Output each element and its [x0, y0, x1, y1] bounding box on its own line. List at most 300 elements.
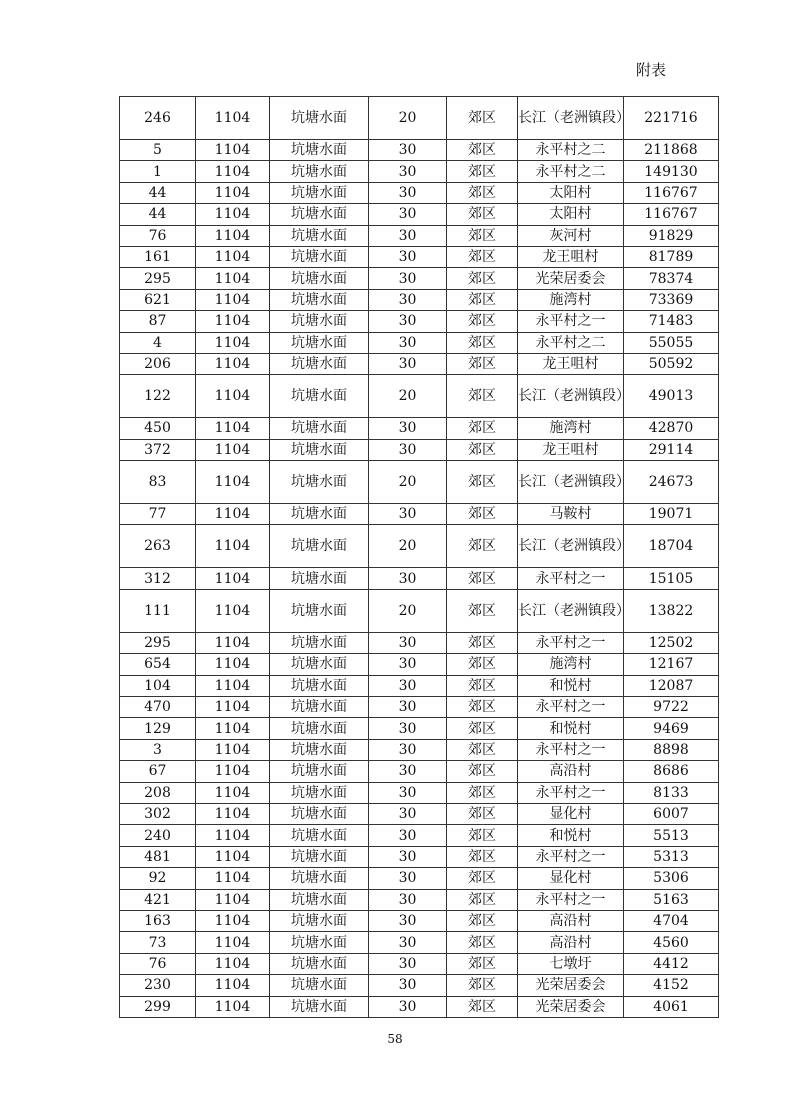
area-cell: 116767 — [624, 182, 719, 203]
id-cell: 295 — [120, 632, 196, 653]
district-cell: 郊区 — [447, 825, 518, 846]
table-row — [120, 803, 719, 824]
district-cell: 郊区 — [447, 761, 518, 782]
id-cell: 450 — [120, 418, 196, 439]
location-cell: 和悦村 — [518, 825, 624, 846]
land-type-cell: 坑塘水面 — [270, 868, 369, 889]
location-cell: 龙王咀村 — [518, 246, 624, 267]
code-cell: 1104 — [196, 182, 270, 203]
district-cell: 郊区 — [447, 504, 518, 525]
area-cell: 4061 — [624, 996, 719, 1017]
value-cell: 30 — [369, 718, 447, 739]
table-row — [120, 589, 719, 632]
table-body — [120, 97, 719, 1018]
value-cell: 20 — [369, 97, 447, 140]
location-cell: 永平村之二 — [518, 161, 624, 182]
code-cell: 1104 — [196, 697, 270, 718]
id-cell: 246 — [120, 97, 196, 140]
district-cell: 郊区 — [447, 932, 518, 953]
table-row — [120, 975, 719, 996]
area-cell: 9469 — [624, 718, 719, 739]
location-cell: 马鞍村 — [518, 504, 624, 525]
land-type-cell: 坑塘水面 — [270, 803, 369, 824]
land-type-cell: 坑塘水面 — [270, 182, 369, 203]
district-cell: 郊区 — [447, 140, 518, 161]
table-row — [120, 418, 719, 439]
code-cell: 1104 — [196, 246, 270, 267]
code-cell: 1104 — [196, 996, 270, 1017]
code-cell: 1104 — [196, 739, 270, 760]
value-cell: 30 — [369, 932, 447, 953]
code-cell: 1104 — [196, 461, 270, 504]
table-row — [120, 182, 719, 203]
code-cell: 1104 — [196, 718, 270, 739]
table-row — [120, 889, 719, 910]
code-cell: 1104 — [196, 140, 270, 161]
district-cell: 郊区 — [447, 739, 518, 760]
table-row — [120, 461, 719, 504]
code-cell: 1104 — [196, 846, 270, 867]
id-cell: 312 — [120, 568, 196, 589]
district-cell: 郊区 — [447, 632, 518, 653]
table-row — [120, 953, 719, 974]
code-cell: 1104 — [196, 311, 270, 332]
code-cell: 1104 — [196, 953, 270, 974]
land-type-cell: 坑塘水面 — [270, 504, 369, 525]
id-cell: 5 — [120, 140, 196, 161]
value-cell: 30 — [369, 225, 447, 246]
code-cell: 1104 — [196, 825, 270, 846]
table-row — [120, 996, 719, 1017]
location-cell: 和悦村 — [518, 675, 624, 696]
id-cell: 44 — [120, 182, 196, 203]
district-cell: 郊区 — [447, 182, 518, 203]
data-table — [119, 96, 719, 1018]
location-cell: 太阳村 — [518, 182, 624, 203]
id-cell: 163 — [120, 910, 196, 931]
location-cell: 永平村之一 — [518, 739, 624, 760]
area-cell: 8686 — [624, 761, 719, 782]
area-cell: 4560 — [624, 932, 719, 953]
area-cell: 81789 — [624, 246, 719, 267]
district-cell: 郊区 — [447, 975, 518, 996]
location-cell: 显化村 — [518, 868, 624, 889]
land-type-cell: 坑塘水面 — [270, 589, 369, 632]
table-row — [120, 739, 719, 760]
id-cell: 104 — [120, 675, 196, 696]
id-cell: 44 — [120, 204, 196, 225]
value-cell: 30 — [369, 332, 447, 353]
location-cell: 光荣居委会 — [518, 268, 624, 289]
id-cell: 111 — [120, 589, 196, 632]
area-cell: 18704 — [624, 525, 719, 568]
code-cell: 1104 — [196, 932, 270, 953]
land-type-cell: 坑塘水面 — [270, 246, 369, 267]
id-cell: 240 — [120, 825, 196, 846]
land-type-cell: 坑塘水面 — [270, 761, 369, 782]
district-cell: 郊区 — [447, 439, 518, 460]
code-cell: 1104 — [196, 589, 270, 632]
table-row — [120, 525, 719, 568]
land-type-cell: 坑塘水面 — [270, 161, 369, 182]
value-cell: 30 — [369, 910, 447, 931]
area-cell: 73369 — [624, 289, 719, 310]
location-cell: 灰河村 — [518, 225, 624, 246]
location-cell: 永平村之一 — [518, 846, 624, 867]
code-cell: 1104 — [196, 525, 270, 568]
value-cell: 30 — [369, 868, 447, 889]
land-type-cell: 坑塘水面 — [270, 718, 369, 739]
id-cell: 73 — [120, 932, 196, 953]
code-cell: 1104 — [196, 568, 270, 589]
table-row — [120, 932, 719, 953]
location-cell: 施湾村 — [518, 289, 624, 310]
code-cell: 1104 — [196, 654, 270, 675]
area-cell: 8898 — [624, 739, 719, 760]
code-cell: 1104 — [196, 889, 270, 910]
value-cell: 30 — [369, 161, 447, 182]
id-cell: 302 — [120, 803, 196, 824]
id-cell: 87 — [120, 311, 196, 332]
area-cell: 50592 — [624, 353, 719, 374]
land-type-cell: 坑塘水面 — [270, 996, 369, 1017]
id-cell: 76 — [120, 953, 196, 974]
area-cell: 4152 — [624, 975, 719, 996]
location-cell: 永平村之二 — [518, 140, 624, 161]
id-cell: 621 — [120, 289, 196, 310]
district-cell: 郊区 — [447, 953, 518, 974]
land-type-cell: 坑塘水面 — [270, 140, 369, 161]
area-cell: 12167 — [624, 654, 719, 675]
table-row — [120, 289, 719, 310]
location-cell: 和悦村 — [518, 718, 624, 739]
land-type-cell: 坑塘水面 — [270, 332, 369, 353]
id-cell: 295 — [120, 268, 196, 289]
land-type-cell: 坑塘水面 — [270, 525, 369, 568]
value-cell: 30 — [369, 140, 447, 161]
code-cell: 1104 — [196, 439, 270, 460]
id-cell: 161 — [120, 246, 196, 267]
land-type-cell: 坑塘水面 — [270, 225, 369, 246]
land-type-cell: 坑塘水面 — [270, 825, 369, 846]
land-type-cell: 坑塘水面 — [270, 289, 369, 310]
code-cell: 1104 — [196, 910, 270, 931]
table-row — [120, 632, 719, 653]
code-cell: 1104 — [196, 504, 270, 525]
location-cell: 龙王咀村 — [518, 353, 624, 374]
value-cell: 30 — [369, 953, 447, 974]
table-row — [120, 910, 719, 931]
table-row — [120, 825, 719, 846]
value-cell: 30 — [369, 182, 447, 203]
table-row — [120, 204, 719, 225]
district-cell: 郊区 — [447, 97, 518, 140]
id-cell: 208 — [120, 782, 196, 803]
area-cell: 71483 — [624, 311, 719, 332]
district-cell: 郊区 — [447, 846, 518, 867]
value-cell: 30 — [369, 204, 447, 225]
area-cell: 9722 — [624, 697, 719, 718]
table-row — [120, 161, 719, 182]
id-cell: 299 — [120, 996, 196, 1017]
area-cell: 29114 — [624, 439, 719, 460]
id-cell: 122 — [120, 375, 196, 418]
table-row — [120, 568, 719, 589]
id-cell: 77 — [120, 504, 196, 525]
value-cell: 20 — [369, 461, 447, 504]
area-cell: 24673 — [624, 461, 719, 504]
id-cell: 92 — [120, 868, 196, 889]
location-cell: 光荣居委会 — [518, 975, 624, 996]
value-cell: 20 — [369, 525, 447, 568]
district-cell: 郊区 — [447, 868, 518, 889]
area-cell: 5513 — [624, 825, 719, 846]
value-cell: 30 — [369, 697, 447, 718]
value-cell: 20 — [369, 375, 447, 418]
land-type-cell: 坑塘水面 — [270, 439, 369, 460]
area-cell: 149130 — [624, 161, 719, 182]
code-cell: 1104 — [196, 632, 270, 653]
land-type-cell: 坑塘水面 — [270, 846, 369, 867]
code-cell: 1104 — [196, 97, 270, 140]
district-cell: 郊区 — [447, 910, 518, 931]
district-cell: 郊区 — [447, 225, 518, 246]
land-type-cell: 坑塘水面 — [270, 739, 369, 760]
district-cell: 郊区 — [447, 353, 518, 374]
id-cell: 230 — [120, 975, 196, 996]
table-row — [120, 654, 719, 675]
area-cell: 19071 — [624, 504, 719, 525]
value-cell: 20 — [369, 589, 447, 632]
land-type-cell: 坑塘水面 — [270, 353, 369, 374]
code-cell: 1104 — [196, 375, 270, 418]
district-cell: 郊区 — [447, 889, 518, 910]
location-cell: 永平村之一 — [518, 311, 624, 332]
code-cell: 1104 — [196, 803, 270, 824]
land-type-cell: 坑塘水面 — [270, 418, 369, 439]
location-cell: 七墩圩 — [518, 953, 624, 974]
district-cell: 郊区 — [447, 311, 518, 332]
id-cell: 3 — [120, 739, 196, 760]
value-cell: 30 — [369, 311, 447, 332]
location-cell: 永平村之一 — [518, 889, 624, 910]
area-cell: 116767 — [624, 204, 719, 225]
table-row — [120, 761, 719, 782]
location-cell: 长江（老洲镇段） — [518, 375, 624, 418]
value-cell: 30 — [369, 504, 447, 525]
value-cell: 30 — [369, 246, 447, 267]
id-cell: 263 — [120, 525, 196, 568]
area-cell: 211868 — [624, 140, 719, 161]
id-cell: 129 — [120, 718, 196, 739]
area-cell: 91829 — [624, 225, 719, 246]
district-cell: 郊区 — [447, 568, 518, 589]
code-cell: 1104 — [196, 675, 270, 696]
location-cell: 永平村之二 — [518, 332, 624, 353]
district-cell: 郊区 — [447, 161, 518, 182]
district-cell: 郊区 — [447, 418, 518, 439]
table-row — [120, 140, 719, 161]
id-cell: 206 — [120, 353, 196, 374]
area-cell: 78374 — [624, 268, 719, 289]
location-cell: 施湾村 — [518, 418, 624, 439]
location-cell: 施湾村 — [518, 654, 624, 675]
district-cell: 郊区 — [447, 675, 518, 696]
value-cell: 30 — [369, 268, 447, 289]
land-type-cell: 坑塘水面 — [270, 889, 369, 910]
district-cell: 郊区 — [447, 718, 518, 739]
area-cell: 6007 — [624, 803, 719, 824]
table-row — [120, 782, 719, 803]
code-cell: 1104 — [196, 782, 270, 803]
land-type-cell: 坑塘水面 — [270, 975, 369, 996]
table-row — [120, 868, 719, 889]
land-type-cell: 坑塘水面 — [270, 461, 369, 504]
page-number: 58 — [387, 1032, 403, 1046]
district-cell: 郊区 — [447, 697, 518, 718]
location-cell: 太阳村 — [518, 204, 624, 225]
location-cell: 显化村 — [518, 803, 624, 824]
land-type-cell: 坑塘水面 — [270, 568, 369, 589]
code-cell: 1104 — [196, 418, 270, 439]
table-row — [120, 846, 719, 867]
area-cell: 4412 — [624, 953, 719, 974]
location-cell: 永平村之一 — [518, 568, 624, 589]
id-cell: 372 — [120, 439, 196, 460]
value-cell: 30 — [369, 761, 447, 782]
district-cell: 郊区 — [447, 803, 518, 824]
district-cell: 郊区 — [447, 654, 518, 675]
code-cell: 1104 — [196, 225, 270, 246]
land-type-cell: 坑塘水面 — [270, 782, 369, 803]
code-cell: 1104 — [196, 332, 270, 353]
land-type-cell: 坑塘水面 — [270, 632, 369, 653]
value-cell: 30 — [369, 889, 447, 910]
code-cell: 1104 — [196, 353, 270, 374]
table-row — [120, 675, 719, 696]
table-row — [120, 718, 719, 739]
value-cell: 30 — [369, 289, 447, 310]
land-type-cell: 坑塘水面 — [270, 97, 369, 140]
code-cell: 1104 — [196, 289, 270, 310]
code-cell: 1104 — [196, 868, 270, 889]
location-cell: 长江（老洲镇段） — [518, 525, 624, 568]
land-type-cell: 坑塘水面 — [270, 675, 369, 696]
area-cell: 15105 — [624, 568, 719, 589]
id-cell: 76 — [120, 225, 196, 246]
location-cell: 永平村之一 — [518, 632, 624, 653]
id-cell: 4 — [120, 332, 196, 353]
table-row — [120, 268, 719, 289]
value-cell: 30 — [369, 825, 447, 846]
value-cell: 30 — [369, 803, 447, 824]
area-cell: 13822 — [624, 589, 719, 632]
value-cell: 30 — [369, 996, 447, 1017]
value-cell: 30 — [369, 782, 447, 803]
value-cell: 30 — [369, 418, 447, 439]
location-cell: 龙王咀村 — [518, 439, 624, 460]
table-row — [120, 439, 719, 460]
area-cell: 4704 — [624, 910, 719, 931]
area-cell: 49013 — [624, 375, 719, 418]
land-type-cell: 坑塘水面 — [270, 268, 369, 289]
district-cell: 郊区 — [447, 246, 518, 267]
land-type-cell: 坑塘水面 — [270, 910, 369, 931]
code-cell: 1104 — [196, 204, 270, 225]
area-cell: 12502 — [624, 632, 719, 653]
value-cell: 30 — [369, 846, 447, 867]
district-cell: 郊区 — [447, 268, 518, 289]
area-cell: 55055 — [624, 332, 719, 353]
table-row — [120, 97, 719, 140]
district-cell: 郊区 — [447, 525, 518, 568]
district-cell: 郊区 — [447, 332, 518, 353]
area-cell: 12087 — [624, 675, 719, 696]
location-cell: 永平村之一 — [518, 697, 624, 718]
district-cell: 郊区 — [447, 782, 518, 803]
id-cell: 470 — [120, 697, 196, 718]
district-cell: 郊区 — [447, 589, 518, 632]
area-cell: 42870 — [624, 418, 719, 439]
land-type-cell: 坑塘水面 — [270, 932, 369, 953]
appendix-label: 附表 — [635, 61, 666, 79]
land-type-cell: 坑塘水面 — [270, 311, 369, 332]
district-cell: 郊区 — [447, 461, 518, 504]
table-row — [120, 246, 719, 267]
location-cell: 光荣居委会 — [518, 996, 624, 1017]
location-cell: 高沿村 — [518, 761, 624, 782]
district-cell: 郊区 — [447, 289, 518, 310]
area-cell: 5163 — [624, 889, 719, 910]
location-cell: 长江（老洲镇段） — [518, 589, 624, 632]
id-cell: 67 — [120, 761, 196, 782]
land-type-cell: 坑塘水面 — [270, 375, 369, 418]
location-cell: 长江（老洲镇段） — [518, 461, 624, 504]
value-cell: 30 — [369, 632, 447, 653]
land-type-cell: 坑塘水面 — [270, 654, 369, 675]
id-cell: 654 — [120, 654, 196, 675]
value-cell: 30 — [369, 568, 447, 589]
code-cell: 1104 — [196, 268, 270, 289]
table-row — [120, 697, 719, 718]
value-cell: 30 — [369, 975, 447, 996]
value-cell: 30 — [369, 353, 447, 374]
table-row — [120, 504, 719, 525]
area-cell: 221716 — [624, 97, 719, 140]
area-cell: 5313 — [624, 846, 719, 867]
value-cell: 30 — [369, 654, 447, 675]
land-type-cell: 坑塘水面 — [270, 697, 369, 718]
location-cell: 永平村之一 — [518, 782, 624, 803]
district-cell: 郊区 — [447, 996, 518, 1017]
code-cell: 1104 — [196, 975, 270, 996]
value-cell: 30 — [369, 675, 447, 696]
table-row — [120, 375, 719, 418]
value-cell: 30 — [369, 739, 447, 760]
district-cell: 郊区 — [447, 375, 518, 418]
table-row — [120, 311, 719, 332]
table-row — [120, 225, 719, 246]
district-cell: 郊区 — [447, 204, 518, 225]
code-cell: 1104 — [196, 761, 270, 782]
id-cell: 421 — [120, 889, 196, 910]
table-row — [120, 332, 719, 353]
area-cell: 8133 — [624, 782, 719, 803]
table-row — [120, 353, 719, 374]
id-cell: 481 — [120, 846, 196, 867]
value-cell: 30 — [369, 439, 447, 460]
land-type-cell: 坑塘水面 — [270, 204, 369, 225]
